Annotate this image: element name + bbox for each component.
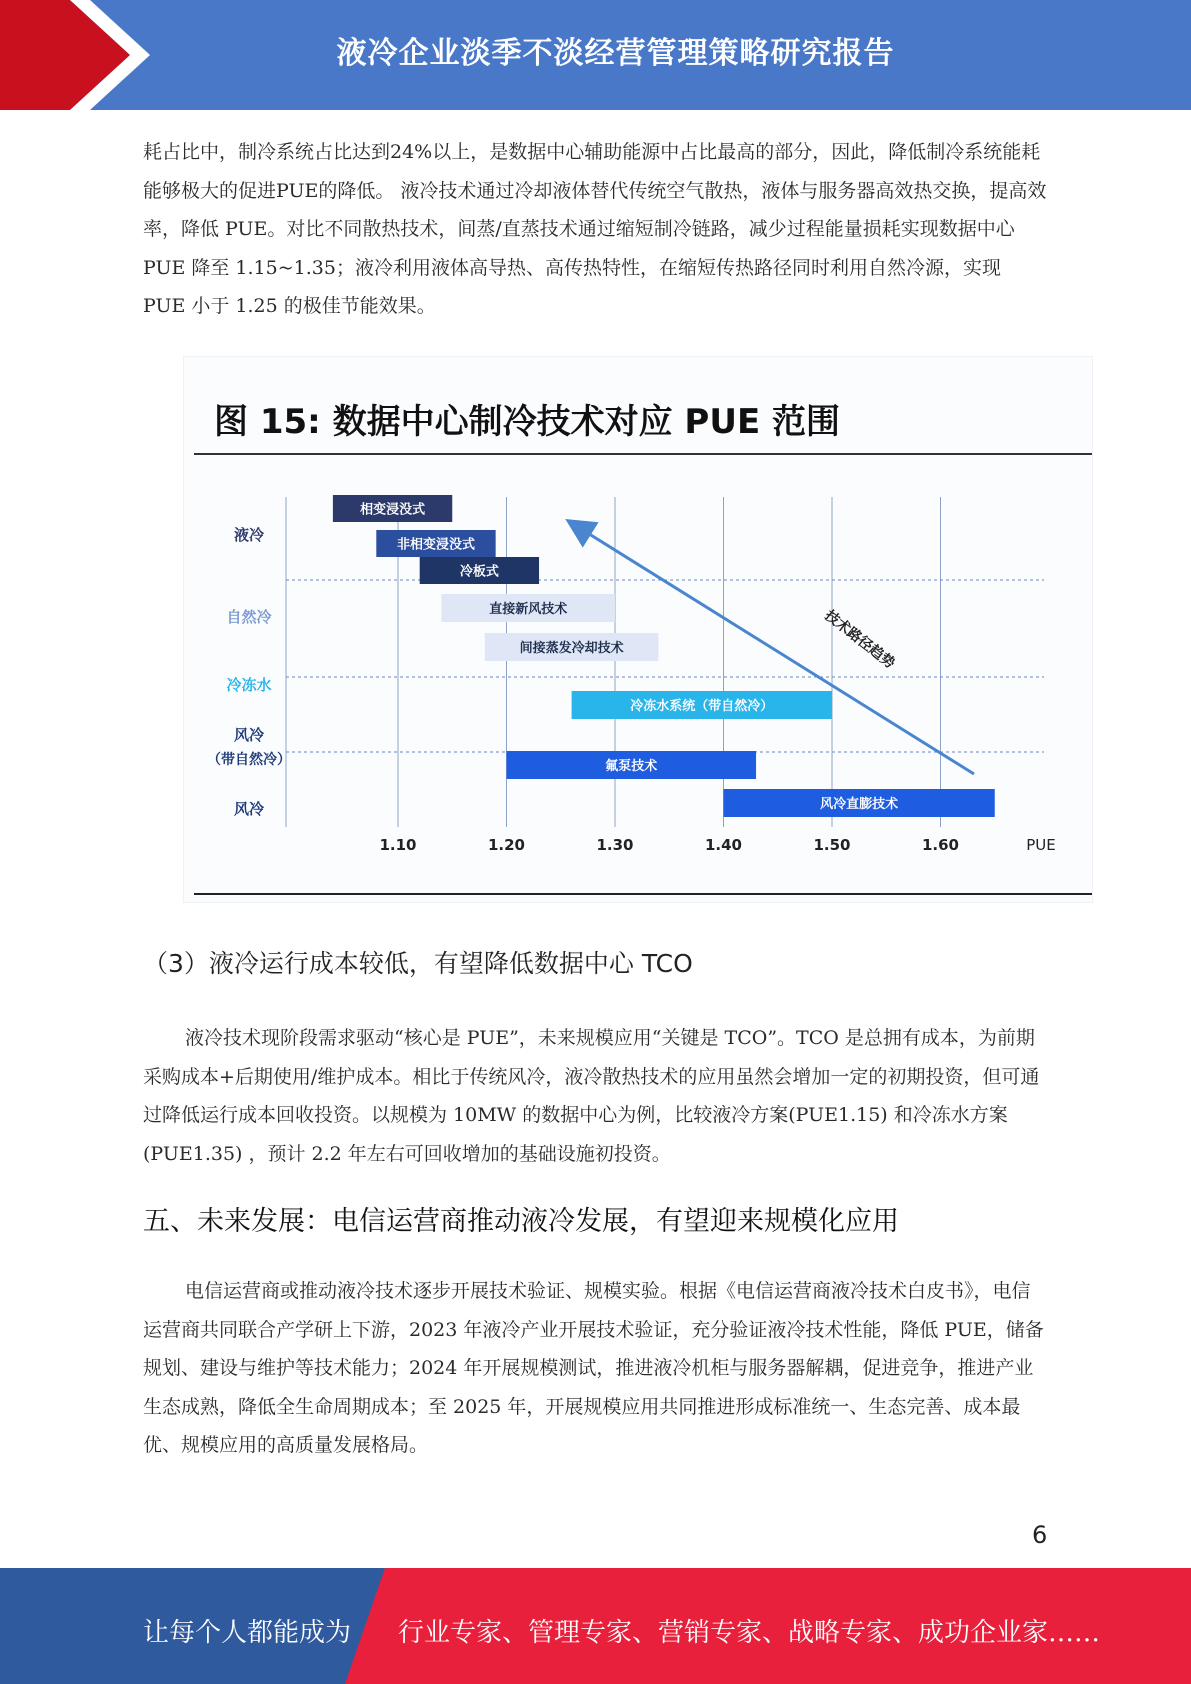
gantt-bar-label: 风冷直膨技术	[820, 797, 899, 812]
x-tick-label: 1.10	[379, 836, 417, 854]
section-heading-future: 五、未来发展：电信运营商推动液冷发展，有望迎来规模化应用	[143, 1206, 899, 1237]
category-label: 自然冷	[226, 608, 272, 626]
tco-paragraph: 液冷技术现阶段需求驱动“核心是 PUE”，未来规模应用“关键是 TCO”。TCO 是总拥有成本，为前期采购成本+后期使用/维护成本。相比于传统风冷，液冷散热技术的应用虽然会增加一定的初期投资，但可通过降低运行成本回收投资。以规模为 10MW 的数据中心为例，比较液冷方案(PUE1.15) 和冷冻水方案(PUE1.35) ，预计 2.2 年左右可回收增加的基础设施初投资。	[143, 1027, 1040, 1165]
footer-slogan-left: 让每个人都能成为	[143, 1618, 352, 1648]
trend-label: 技术路径趋势	[821, 607, 898, 672]
category-label: 风冷	[233, 800, 265, 818]
gantt-bar-label: 相变浸没式	[360, 502, 426, 518]
x-tick-label: 1.50	[813, 836, 851, 854]
category-label: 冷冻水	[226, 676, 272, 694]
page-title: 液冷企业淡季不淡经营管理策略研究报告	[336, 36, 895, 71]
gantt-bar-label: 直接新风技术	[489, 602, 568, 617]
chart-title: 图 15: 数据中心制冷技术对应 PUE 范围	[214, 402, 841, 442]
figure-15	[183, 356, 1093, 903]
intro-paragraph: 耗占比中，制冷系统占比达到24%以上，是数据中心辅助能源中占比最高的部分，因此，降低制冷系统能耗能够极大的促进PUE的降低。 液冷技术通过冷却液体替代传统空气散热，液体与服务器高效热交换，提高效率，降低 PUE。对比不同散热技术，间蒸/直蒸技术通过缩短制冷链路，减少过程能量损耗实现数据中心 PUE 降至 1.15~1.35；液冷利用液体高导热、高传热特性，在缩短传热路径同时利用自然冷源，实现 PUE 小于 1.25 的极佳节能效果。	[143, 141, 1047, 317]
category-label: 液冷	[233, 526, 265, 544]
future-paragraph: 电信运营商或推动液冷技术逐步开展技术验证、规模实验。根据《电信运营商液冷技术白皮书》，电信运营商共同联合产学研上下游，2023 年液冷产业开展技术验证，充分验证液冷技术性能，降低 PUE，储备规划、建设与维护等技术能力；2024 年开展规模测试，推进液冷机柜与服务器解耦，促进竞争，推进产业生态成熟，降低全生命周期成本；至 2025 年，开展规模应用共同推进形成标准统一、生态完善、成本最优、规模应用的高质量发展格局。	[143, 1280, 1044, 1456]
page-header	[0, 0, 1191, 110]
page-number: 6	[1032, 1521, 1048, 1549]
gantt-bar-label: 间接蒸发冷却技术	[519, 641, 624, 656]
x-axis-label: PUE	[1026, 836, 1056, 854]
category-sublabel: （带自然冷）	[207, 752, 291, 768]
x-tick-label: 1.40	[704, 836, 743, 854]
footer-slogan-right: 行业专家、管理专家、营销专家、战略专家、成功企业家……	[398, 1618, 1101, 1648]
x-tick-label: 1.20	[487, 836, 526, 854]
x-tick-label: 1.60	[921, 836, 960, 854]
x-tick-label: 1.30	[596, 836, 634, 854]
subheading-tco: （3）液冷运行成本较低，有望降低数据中心 TCO	[143, 949, 693, 978]
category-label: 风冷	[233, 726, 265, 744]
gantt-bar-label: 非相变浸没式	[396, 537, 475, 553]
pue-range-chart	[184, 357, 1092, 902]
gantt-bar-label: 冷冻水系统（带自然冷）	[630, 699, 774, 714]
gantt-bar-label: 氟泵技术	[605, 759, 658, 774]
gantt-bar-label: 冷板式	[459, 564, 499, 580]
